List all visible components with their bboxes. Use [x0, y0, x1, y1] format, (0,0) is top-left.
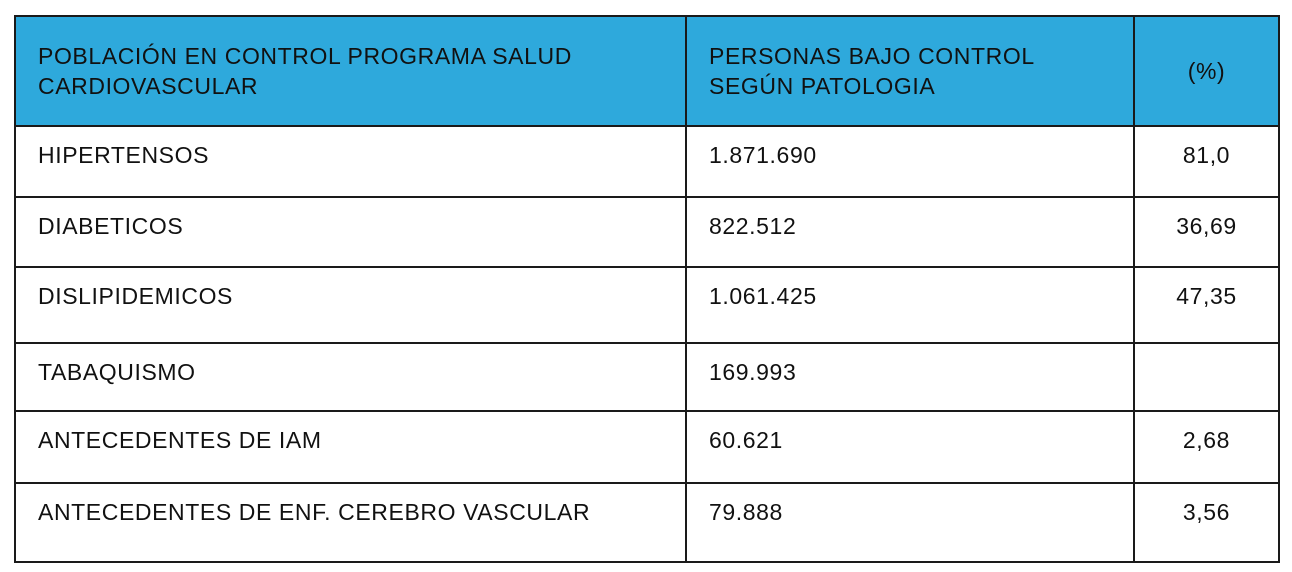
cell-name: ANTECEDENTES DE IAM [15, 411, 686, 483]
cell-count: 60.621 [686, 411, 1134, 483]
header-persons: PERSONAS BAJO CONTROL SEGÚN PATOLOGIA [686, 16, 1134, 126]
cardiovascular-control-table [14, 15, 1280, 563]
cell-percent: 3,56 [1134, 483, 1279, 562]
cell-count: 79.888 [686, 483, 1134, 562]
table-row [15, 343, 1279, 411]
cell-percent [1134, 343, 1279, 411]
table-header [15, 16, 1279, 126]
cell-name: TABAQUISMO [15, 343, 686, 411]
header-population: POBLACIÓN EN CONTROL PROGRAMA SALUD CARDIOVASCULAR [15, 16, 686, 126]
cell-percent: 81,0 [1134, 126, 1279, 197]
header-percent: (%) [1134, 16, 1279, 126]
cell-name: ANTECEDENTES DE ENF. CEREBRO VASCULAR [15, 483, 686, 562]
table-row [15, 483, 1279, 562]
cell-count: 822.512 [686, 197, 1134, 267]
cell-count: 1.061.425 [686, 267, 1134, 343]
cell-percent: 36,69 [1134, 197, 1279, 267]
table-row [15, 126, 1279, 197]
table-row [15, 411, 1279, 483]
table-body [15, 126, 1279, 562]
cell-name: DIABETICOS [15, 197, 686, 267]
cell-count: 1.871.690 [686, 126, 1134, 197]
table-row [15, 267, 1279, 343]
table-row [15, 197, 1279, 267]
header-row [15, 16, 1279, 126]
cell-percent: 2,68 [1134, 411, 1279, 483]
cell-name: HIPERTENSOS [15, 126, 686, 197]
cell-count: 169.993 [686, 343, 1134, 411]
cell-percent: 47,35 [1134, 267, 1279, 343]
cell-name: DISLIPIDEMICOS [15, 267, 686, 343]
